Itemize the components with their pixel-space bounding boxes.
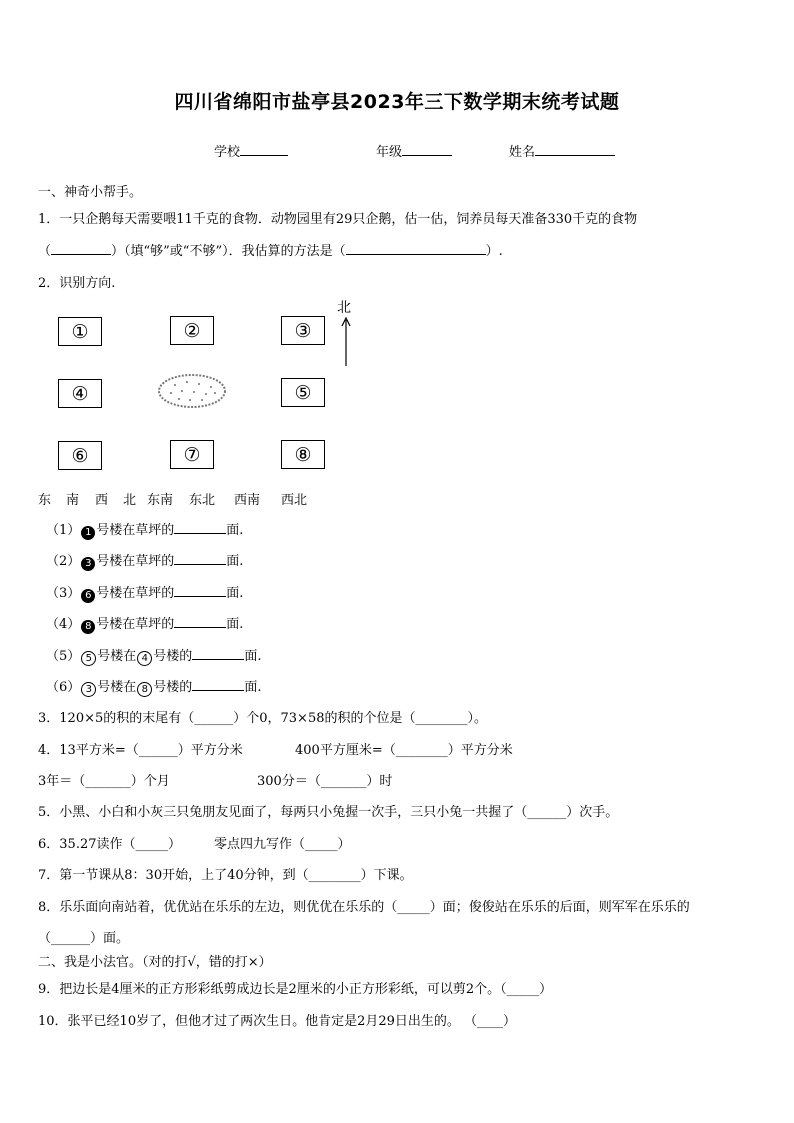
north-arrow-icon [339,316,353,368]
name-blank[interactable] [535,143,615,156]
section-1-heading: 一、神奇小帮手。 [38,185,143,200]
lawn-shape [157,373,227,409]
q4-part-a: 4．13平方米=（______）平方分米 [38,743,243,758]
sub-suffix: 面. [244,680,262,695]
circled-number: 1 [81,526,95,540]
q5-line: 5．小黑、小白和小灰三只兔朋友见面了，每两只小兔握一次手，三只小兔一共握了（______）次手。 [38,805,619,820]
building-box-1: ① [58,317,102,346]
sub-text: 号楼在草坪的 [96,586,175,601]
q1-method-blank[interactable] [346,242,486,255]
sub-suffix: 面. [226,554,244,569]
direction-word-8: 西北 [281,493,308,508]
q6-part-b: 零点四九写作（_____） [214,837,351,852]
sub-number: （6） [46,680,81,695]
building-box-6: ⑥ [58,441,102,470]
q2-sub-5-blank[interactable] [192,647,244,660]
building-box-4: ④ [58,379,102,408]
direction-word-7: 西南 [234,493,261,508]
q2-sub-4 [46,613,243,634]
q10-line: 10．张平已经10岁了，但他才过了两次生日。他肯定是2月29日出生的。 （____） [38,1014,517,1029]
q4-part-d: 300分＝（_______）时 [257,774,393,789]
building-box-8: ⑧ [281,440,325,469]
direction-word-2: 南 [66,493,80,508]
name-field [509,141,615,160]
q2-sub-3-blank[interactable] [174,584,226,597]
sub-number: （1） [46,523,81,538]
school-blank[interactable] [240,143,288,156]
circled-number: 4 [137,651,152,666]
q7-line: 7．第一节课从8：30开始，上了40分钟，到（________）下课。 [38,868,413,883]
q1-mid-text: ）（填“够”或“不够”）．我估算的方法是（ [111,244,346,259]
sub-suffix: 面. [226,586,244,601]
q2-sub-2 [46,550,243,571]
grade-field [376,141,452,160]
grade-blank[interactable] [402,143,452,156]
q2-sub-3 [46,582,243,603]
sub-text: 号楼在草坪的 [96,523,175,538]
name-label: 姓名 [509,145,536,160]
sub-suffix: 面. [226,523,244,538]
building-box-3: ③ [281,316,325,345]
q8-line2: （______）面。 [38,931,130,946]
sub-text-pre: 号楼在 [97,680,137,695]
direction-word-4: 北 [123,493,137,508]
q4-part-c: 3年＝（_______）个月 [38,774,170,789]
q1-line2 [38,240,503,259]
circled-number: 8 [81,620,95,634]
q2-title: 2．识别方向. [38,276,116,291]
direction-word-5: 东南 [147,493,174,508]
direction-word-6: 东北 [189,493,216,508]
page-title: 四川省绵阳市盐亭县2023年三下数学期末统考试题 [174,91,620,113]
building-box-5: ⑤ [281,378,325,407]
circled-number: 6 [81,589,95,603]
q8-line1: 8．乐乐面向南站着，优优站在乐乐的左边，则优优在乐乐的（_____）面；俊俊站在乐乐的后面，则军军在乐乐的 [38,900,690,915]
q2-sub-1 [46,519,243,540]
sub-text: 号楼的 [153,649,193,664]
q9-line: 9．把边长是4厘米的正方形彩纸剪成边长是2厘米的小正方形彩纸，可以剪2个。（_____） [38,982,553,997]
building-box-7: ⑦ [170,440,214,469]
direction-word-3: 西 [95,493,109,508]
circled-number: 5 [81,651,96,666]
sub-text-pre: 号楼在 [97,649,137,664]
circled-number: 3 [81,557,95,571]
q2-sub-6 [46,676,261,697]
q2-sub-6-blank[interactable] [192,678,244,691]
school-label: 学校 [214,145,241,160]
q2-sub-5 [46,645,261,666]
grade-label: 年级 [376,145,403,160]
sub-number: （2） [46,554,81,569]
school-field [214,141,288,160]
q6-part-a: 6．35.27读作（_____） [38,837,181,852]
sub-suffix: 面. [244,649,262,664]
q1-open-paren: （ [38,244,52,259]
circled-number: 3 [81,682,96,697]
sub-text: 号楼在草坪的 [96,617,175,632]
q1-answer-blank[interactable] [51,242,111,255]
sub-text: 号楼在草坪的 [96,554,175,569]
q2-sub-2-blank[interactable] [174,552,226,565]
circled-number: 8 [137,682,152,697]
building-box-2: ② [170,316,214,345]
q2-sub-1-blank[interactable] [174,521,226,534]
sub-number: （4） [46,617,81,632]
q4-part-b: 400平方厘米=（________）平方分米 [295,743,513,758]
sub-number: （3） [46,586,81,601]
q2-sub-4-blank[interactable] [174,615,226,628]
section-2-heading: 二、我是小法官。（对的打√，错的打×） [38,955,272,970]
q1-line1: 1．一只企鹅每天需要喂11千克的食物．动物园里有29只企鹅，估一估，饲养员每天准备330千克的食物 [38,212,638,227]
sub-text: 号楼的 [153,680,193,695]
direction-word-1: 东 [38,493,52,508]
q1-close-text: ）. [485,244,503,259]
sub-number: （5） [46,649,81,664]
sub-suffix: 面. [226,617,244,632]
north-label: 北 [337,300,351,316]
q3-line: 3．120×5的积的末尾有（______）个0，73×58的积的个位是（________）。 [38,711,487,726]
